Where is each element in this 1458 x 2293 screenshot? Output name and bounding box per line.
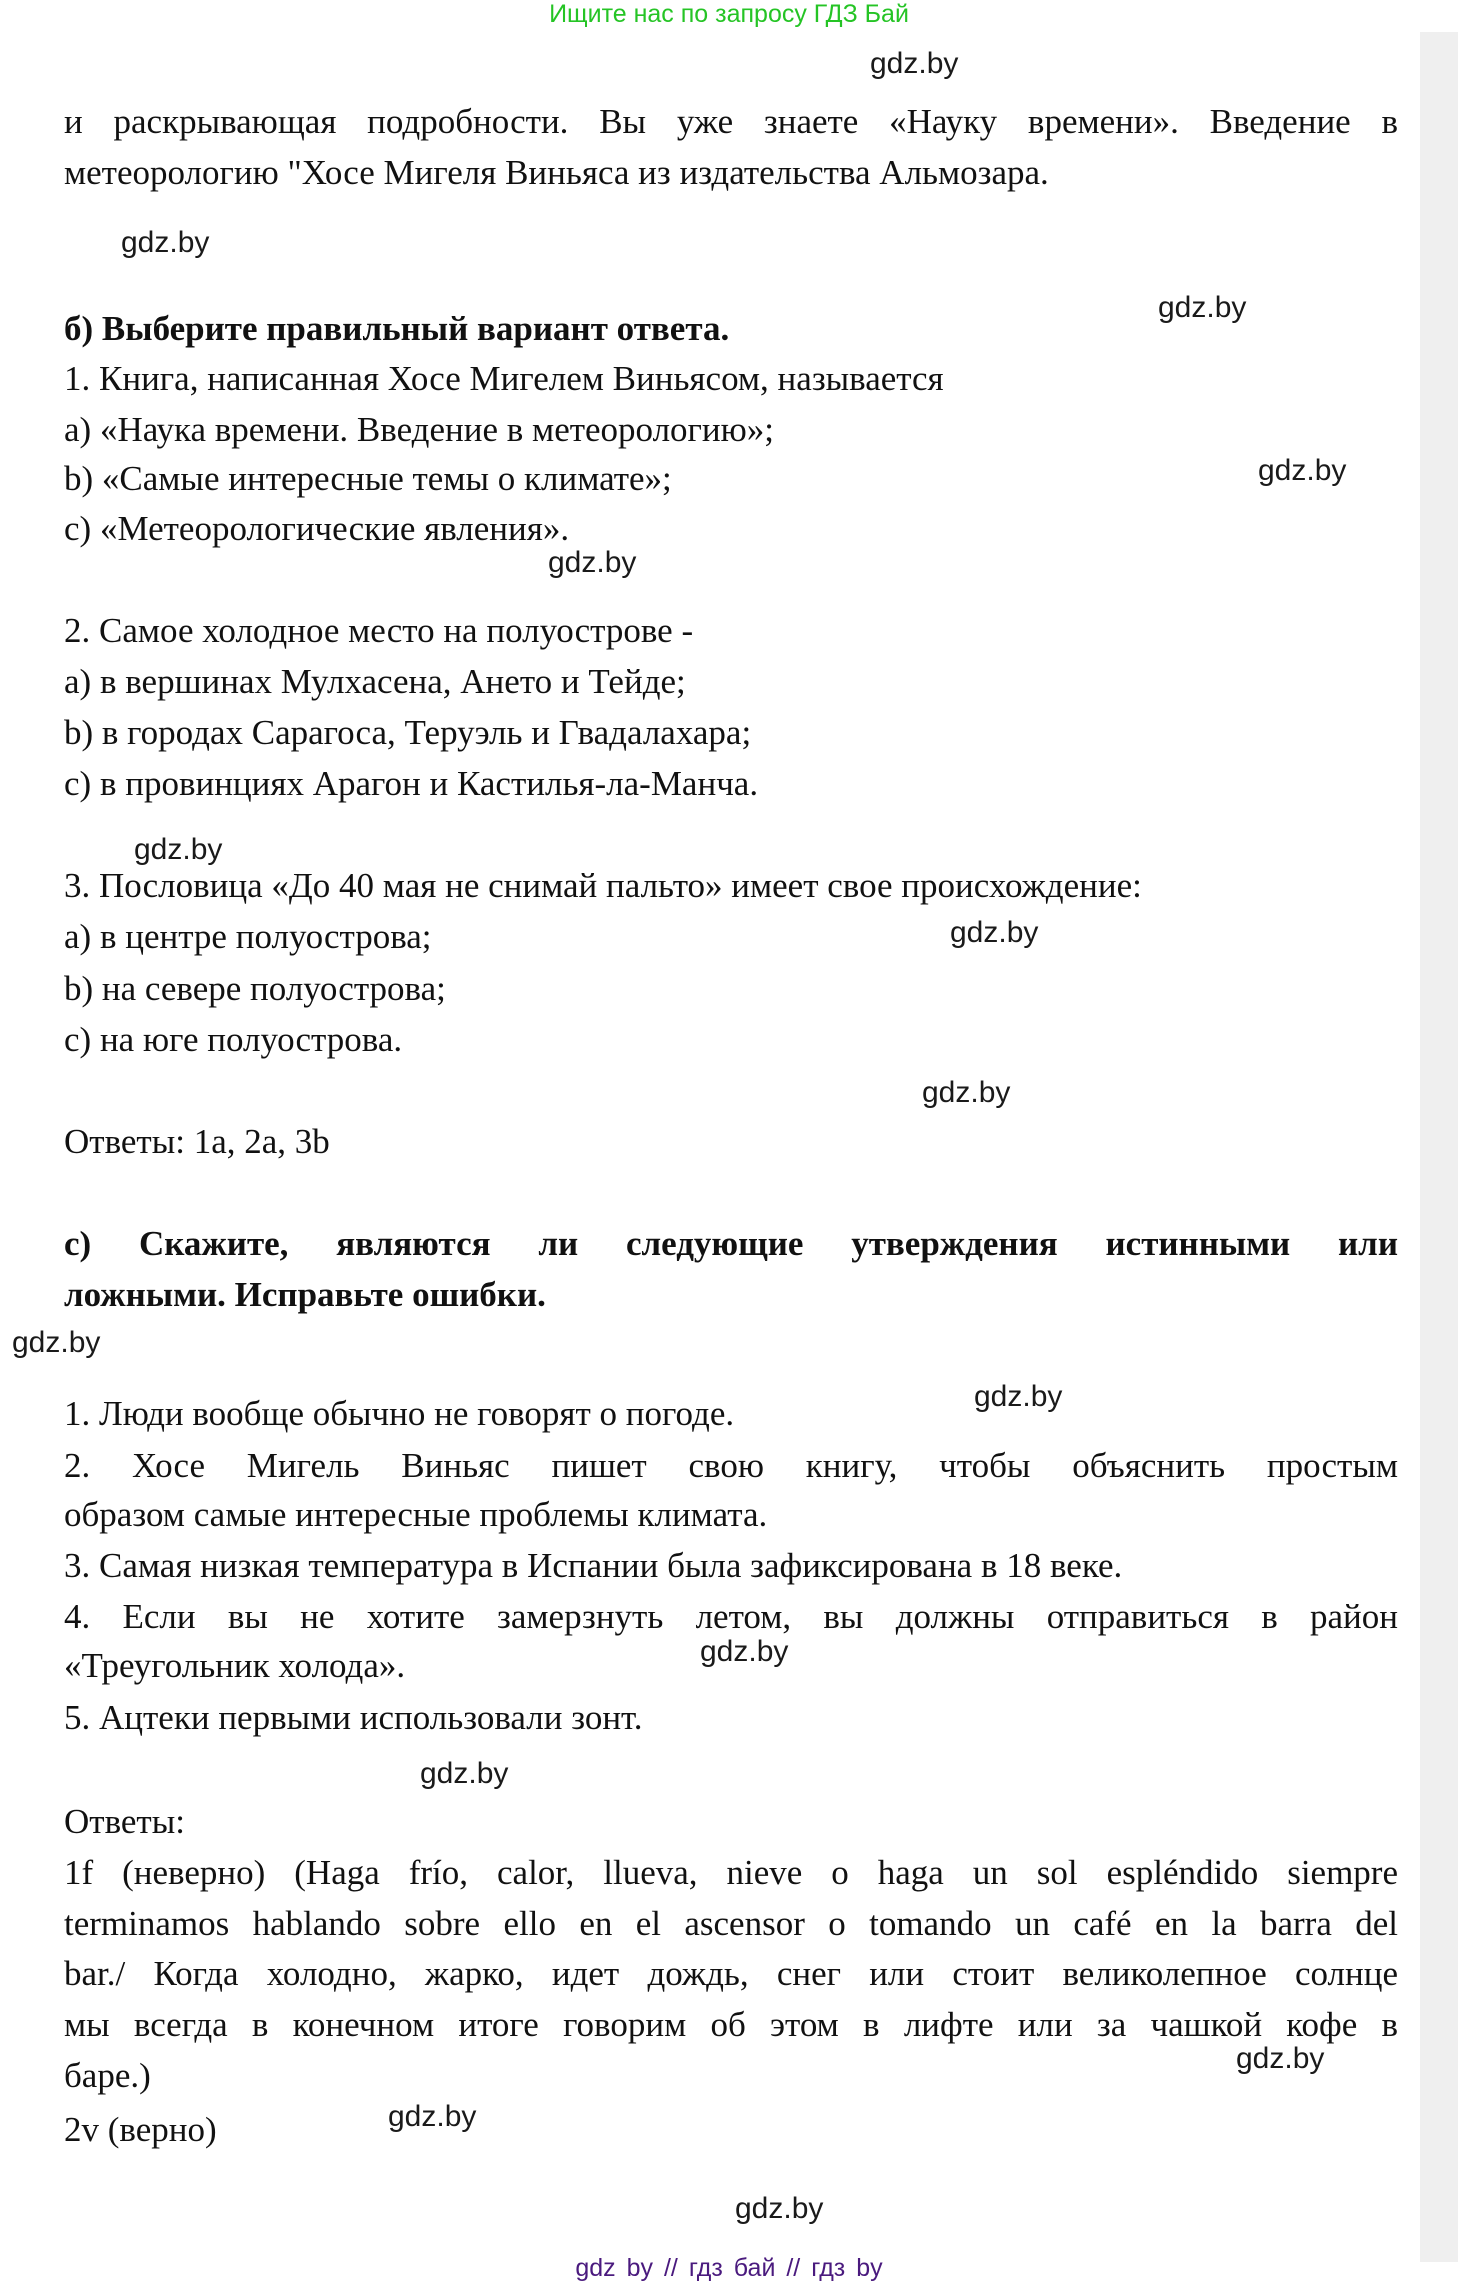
watermark: gdz.by (870, 47, 959, 80)
section-b-heading: б) Выберите правильный вариант ответа. (64, 309, 730, 348)
statement: 3. Самая низкая температура в Испании была зафиксирована в 18 веке. (64, 1546, 1123, 1585)
statement: «Треугольник холода». (64, 1646, 406, 1685)
question-1: 1. Книга, написанная Хосе Мигелем Виньясом, называется (64, 359, 944, 398)
answer-line: bar./ Когда холодно, жарко, идет дождь, снег или стоит великолепное солнце (64, 1954, 1398, 1993)
section-b-answers: Ответы: 1a, 2a, 3b (64, 1122, 330, 1161)
watermark: gdz.by (700, 1635, 789, 1668)
intro-line: и раскрывающая подробности. Вы уже знаете «Науку времени». Введение в (64, 102, 1398, 141)
watermark: gdz.by (950, 916, 1039, 949)
answer-line: баре.) (64, 2056, 151, 2095)
watermark: gdz.by (1158, 291, 1247, 324)
statement: образом самые интересные проблемы климата. (64, 1495, 768, 1534)
question-3-option-a: a) в центре полуострова; (64, 917, 432, 956)
answer-line: 2v (верно) (64, 2110, 217, 2149)
scrollbar-track[interactable] (1420, 32, 1458, 2262)
answer-line: terminamos hablando sobre ello en el ascensor o tomando un café en la barra del (64, 1904, 1398, 1943)
question-1-option-a: a) «Наука времени. Введение в метеорологию»; (64, 410, 775, 449)
section-c-heading: ложными. Исправьте ошибки. (64, 1275, 546, 1314)
answer-line: мы всегда в конечном итоге говорим об этом в лифте или за чашкой кофе в (64, 2005, 1398, 2044)
question-2-option-b: b) в городах Сарагоса, Теруэль и Гвадалахара; (64, 713, 752, 752)
section-c-answers-label: Ответы: (64, 1802, 185, 1841)
watermark: gdz.by (420, 1757, 509, 1790)
question-2: 2. Самое холодное место на полуострове - (64, 611, 694, 650)
question-1-option-b: b) «Самые интересные темы о климате»; (64, 459, 672, 498)
watermark: gdz.by (974, 1380, 1063, 1413)
question-3: 3. Пословица «До 40 мая не снимай пальто» имеет свое происхождение: (64, 866, 1142, 905)
footer-links[interactable]: gdz by // гдз бай // гдз by (575, 2254, 883, 2282)
intro-line: метеорологию "Хосе Мигеля Виньяса из издательства Альмозара. (64, 153, 1049, 192)
watermark: gdz.by (1236, 2042, 1325, 2075)
section-c-heading: c) Скажите, являются ли следующие утверждения истинными или (64, 1224, 1398, 1263)
statement: 5. Ацтеки первыми использовали зонт. (64, 1698, 643, 1737)
watermark: gdz.by (121, 226, 210, 259)
watermark: gdz.by (548, 546, 637, 579)
question-2-option-c: c) в провинциях Арагон и Кастилья-ла-Манча. (64, 764, 759, 803)
top-banner[interactable]: Ищите нас по запросу ГДЗ Бай (549, 0, 909, 28)
question-1-option-c: c) «Метеорологические явления». (64, 509, 570, 548)
statement: 4. Если вы не хотите замерзнуть летом, вы должны отправиться в район (64, 1597, 1398, 1636)
watermark: gdz.by (735, 2192, 824, 2225)
watermark: gdz.by (1258, 454, 1347, 487)
watermark: gdz.by (922, 1076, 1011, 1109)
question-3-option-b: b) на севере полуострова; (64, 969, 446, 1008)
watermark: gdz.by (388, 2100, 477, 2133)
statement: 1. Люди вообще обычно не говорят о погоде. (64, 1394, 735, 1433)
watermark: gdz.by (134, 833, 223, 866)
answer-line: 1f (неверно) (Haga frío, calor, llueva, nieve o haga un sol espléndido siempre (64, 1853, 1398, 1892)
question-2-option-a: a) в вершинах Мулхасена, Ането и Тейде; (64, 662, 686, 701)
statement: 2. Хосе Мигель Виньяс пишет свою книгу, чтобы объяснить простым (64, 1446, 1398, 1485)
question-3-option-c: c) на юге полуострова. (64, 1020, 403, 1059)
watermark: gdz.by (12, 1326, 101, 1359)
